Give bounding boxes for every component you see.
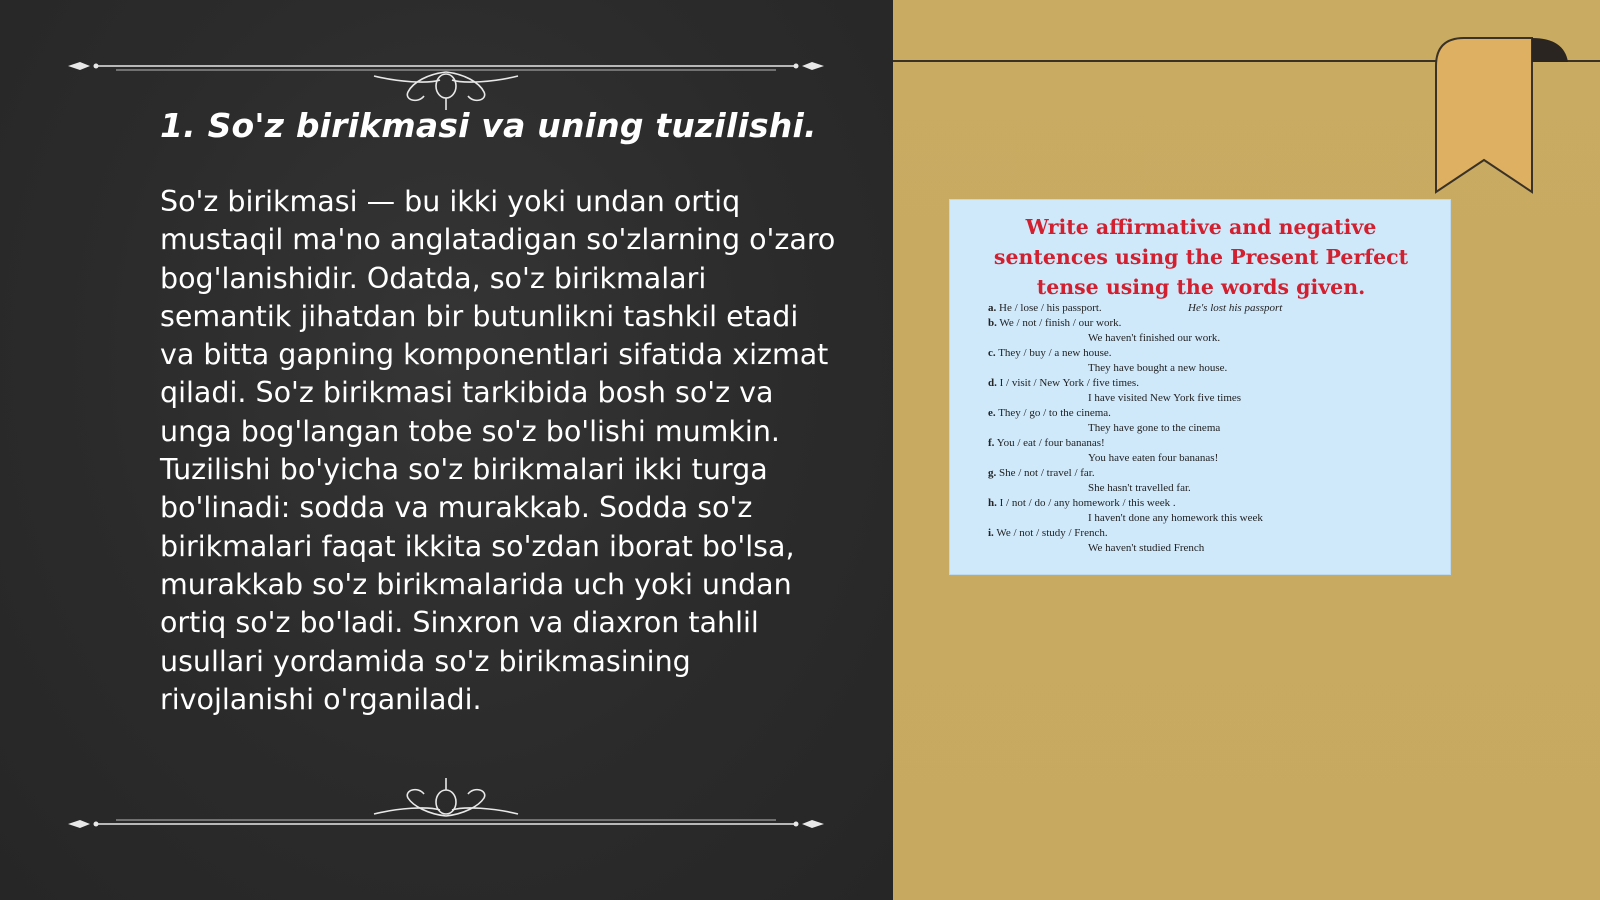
exercise-letter: h. <box>988 497 997 509</box>
exercise-prompt-text: She / not / travel / far. <box>996 467 1095 479</box>
exercise-answer: I have visited New York five times <box>1088 392 1242 404</box>
exercise-letter: c. <box>988 347 996 359</box>
exercise-answer: We haven't finished our work. <box>1088 332 1221 344</box>
exercise-letter: f. <box>988 437 995 449</box>
slide-body-text: So'z birikmasi — bu ikki yoki undan ortiq mustaqil ma'no anglatadigan so'zlarning o'zaro bog'lanishidir. Odatda, so'z birikmalari semantik jihatdan bir butunlikni tashkil etadi va bitta gapning komponentlari sifatida xizmat qiladi. So'z birikmasi tarkibida bosh so'z va unga bog'langan tobe so'z bo'lishi mumkin. Tuzilishi bo'yicha so'z birikmalari ikki turga bo'linadi: sodda va murakkab. Sodda so'z birikmalari faqat ikkita so'zdan iborat bo'lsa, murakkab so'z birikmalarida uch yoki undan ortiq so'z bo'ladi. Sinxron va diaxron tahlil usullari yordamida so'z birikmasining rivojlanishi o'rganiladi. <box>160 185 836 716</box>
exercise-prompt <box>988 407 1111 419</box>
bottom-ornament-divider <box>68 770 824 830</box>
exercise-letter: e. <box>988 407 996 419</box>
exercise-prompt <box>988 302 1102 314</box>
exercise-prompt <box>988 377 1139 389</box>
exercise-prompt <box>988 467 1095 479</box>
exercise-prompt <box>988 527 1108 539</box>
bookmark-ribbon-icon <box>1434 36 1570 198</box>
exercise-prompt-text: We / not / study / French. <box>993 527 1108 539</box>
exercise-prompt <box>988 347 1112 359</box>
exercise-answer: I haven't done any homework this week <box>1088 512 1263 524</box>
exercise-prompt-text: They / go / to the cinema. <box>995 407 1111 419</box>
exercise-prompt <box>988 317 1121 329</box>
top-ornament-divider <box>68 52 824 112</box>
exercise-prompt-text: I / visit / New York / five times. <box>996 377 1139 389</box>
exercise-prompt-text: We / not / finish / our work. <box>996 317 1122 329</box>
exercise-answer: She hasn't travelled far. <box>1088 482 1191 494</box>
exercise-letter: d. <box>988 377 997 389</box>
exercise-letter: i. <box>988 527 994 539</box>
slide-heading: 1. So'z birikmasi va uning tuzilishi. <box>160 106 817 145</box>
exercise-prompt-text: They / buy / a new house. <box>995 347 1112 359</box>
exercise-prompt <box>988 437 1105 449</box>
exercise-answer: He's lost his passport <box>1188 302 1283 314</box>
exercise-answer: We haven't studied French <box>1088 542 1205 554</box>
exercise-prompt <box>988 497 1176 509</box>
exercise-image <box>950 200 1450 574</box>
exercise-answer: You have eaten four bananas! <box>1088 452 1219 464</box>
exercise-letter: a. <box>988 302 997 314</box>
exercise-answer: They have bought a new house. <box>1088 362 1228 374</box>
exercise-prompt-text: He / lose / his passport. <box>996 302 1102 314</box>
exercise-letter: b. <box>988 317 997 329</box>
exercise-title: Write affirmative and negative sentences using the Present Perfect tense using the words given. <box>993 215 1409 299</box>
exercise-letter: g. <box>988 467 997 479</box>
exercise-answer: They have gone to the cinema <box>1088 422 1221 434</box>
exercise-prompt-text: I / not / do / any homework / this week . <box>996 497 1176 509</box>
exercise-prompt-text: You / eat / four bananas! <box>994 437 1105 449</box>
